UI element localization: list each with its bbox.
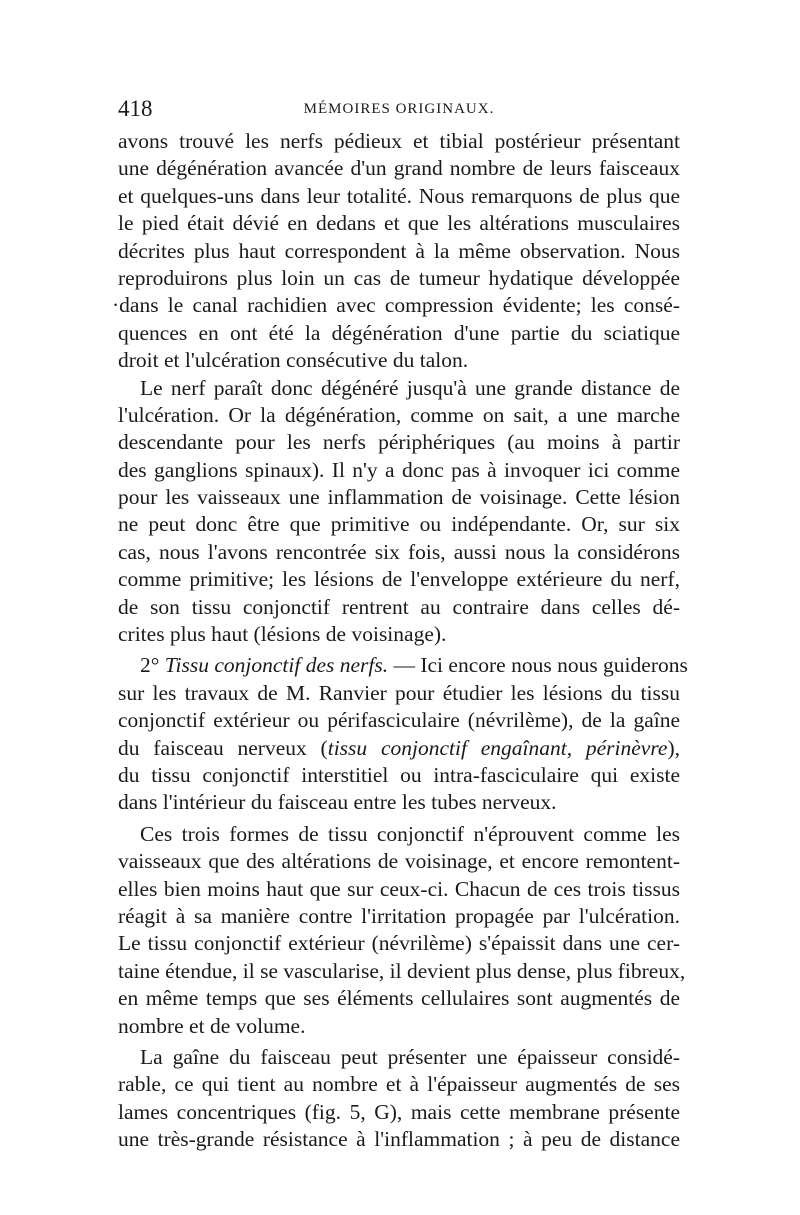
text-line: du tissu conjonctif interstitiel ou intra-fasciculaire qui existe	[118, 762, 680, 787]
text-line: ne peut donc être que primitive ou indépendante. Or, sur six	[118, 512, 680, 537]
paragraph-start: Le nerf paraît donc dégénéré jusqu'à une grande distance de	[140, 375, 680, 400]
text-line: dans l'intérieur du faisceau entre les tubes nerveux.	[118, 790, 557, 815]
text-line: vaisseaux que des altérations de voisinage, et encore remontent-	[118, 849, 680, 874]
paragraph-start: Ces trois formes de tissu conjonctif n'éprouvent comme les	[140, 821, 680, 846]
text-line: conjonctif extérieur ou périfasciculaire (névrilème), de la gaîne	[118, 708, 680, 733]
italic-phrase: tissu conjonctif engaînant, périnèvre	[327, 735, 668, 760]
text-line: des ganglions spinaux). Il n'y a donc pas à invoquer ici comme	[118, 457, 680, 482]
text-line: pour les vaisseaux une inflammation de voisinage. Cette lésion	[118, 485, 680, 510]
text-before-italic: du faisceau nerveux (	[118, 735, 328, 760]
text-line: et quelques-uns dans leur totalité. Nous remarquons de plus que	[118, 183, 680, 208]
text-line: rable, ce qui tient au nombre et à l'épaisseur augmentés de ses	[118, 1072, 680, 1097]
section-number: 2°	[140, 653, 160, 678]
text-line: de son tissu conjonctif rentrent au contraire dans celles dé-	[118, 594, 680, 619]
text-line: elles bien moins haut que sur ceux-ci. Chacun de ces trois tissus	[118, 876, 680, 901]
paragraph-start: La gaîne du faisceau peut présenter une épaisseur considé-	[140, 1044, 680, 1069]
page-header	[118, 96, 680, 126]
section-heading-text: — Ici encore nous nous guiderons	[388, 653, 688, 678]
text-line: crites plus haut (lésions de voisinage).	[118, 622, 447, 647]
text-line: lames concentriques (fig. 5, G), mais cette membrane présente	[118, 1099, 680, 1124]
running-title: MÉMOIRES ORIGINAUX.	[303, 101, 495, 117]
text-line: une très-grande résistance à l'inflammation ; à peu de distance	[118, 1127, 680, 1152]
section-title: Tissu conjonctif des nerfs.	[164, 653, 389, 678]
text-line: descendante pour les nerfs périphériques (au moins à partir	[118, 430, 680, 455]
text-line: cas, nous l'avons rencontrée six fois, aussi nous la considérons	[118, 539, 680, 564]
text-line: comme primitive; les lésions de l'enveloppe extérieure du nerf,	[118, 567, 680, 592]
text-line: taine étendue, il se vascularise, il devient plus dense, plus fibreux,	[118, 958, 686, 983]
page-number: 418	[118, 96, 153, 121]
text-line: quences en ont été la dégénération d'une partie du sciatique	[118, 320, 680, 345]
text-line: décrites plus haut correspondent à la même observation. Nous	[118, 238, 680, 263]
body-text	[112, 128, 688, 1153]
text-line: le pied était dévié en dedans et que les altérations musculaires	[118, 211, 680, 236]
text-line: une dégénération avancée d'un grand nombre de leurs faisceaux	[118, 156, 680, 181]
text-line: sur les travaux de M. Ranvier pour étudier les lésions du tissu	[118, 680, 680, 705]
text-line: en même temps que ses éléments cellulaires sont augmentés de	[118, 986, 680, 1011]
text-line: nombre et de volume.	[118, 1013, 306, 1038]
text-line-with-italic	[118, 735, 680, 762]
text-line: reproduirons plus loin un cas de tumeur hydatique développée	[118, 265, 680, 290]
text-line: ·dans le canal rachidien avec compression évidente; les consé-	[112, 293, 680, 318]
text-line: droit et l'ulcération consécutive du talon.	[118, 348, 469, 373]
text-line: Le tissu conjonctif extérieur (névrilème) s'épaissit dans une cer-	[118, 931, 680, 956]
text-line: réagit à sa manière contre l'irritation propagée par l'ulcération.	[118, 903, 680, 928]
text-line: avons trouvé les nerfs pédieux et tibial postérieur présentant	[118, 129, 680, 153]
text-after-italic: ),	[667, 735, 681, 760]
section-heading-line	[118, 652, 688, 679]
text-line: l'ulcération. Or la dégénération, comme on sait, a une marche	[118, 402, 680, 427]
